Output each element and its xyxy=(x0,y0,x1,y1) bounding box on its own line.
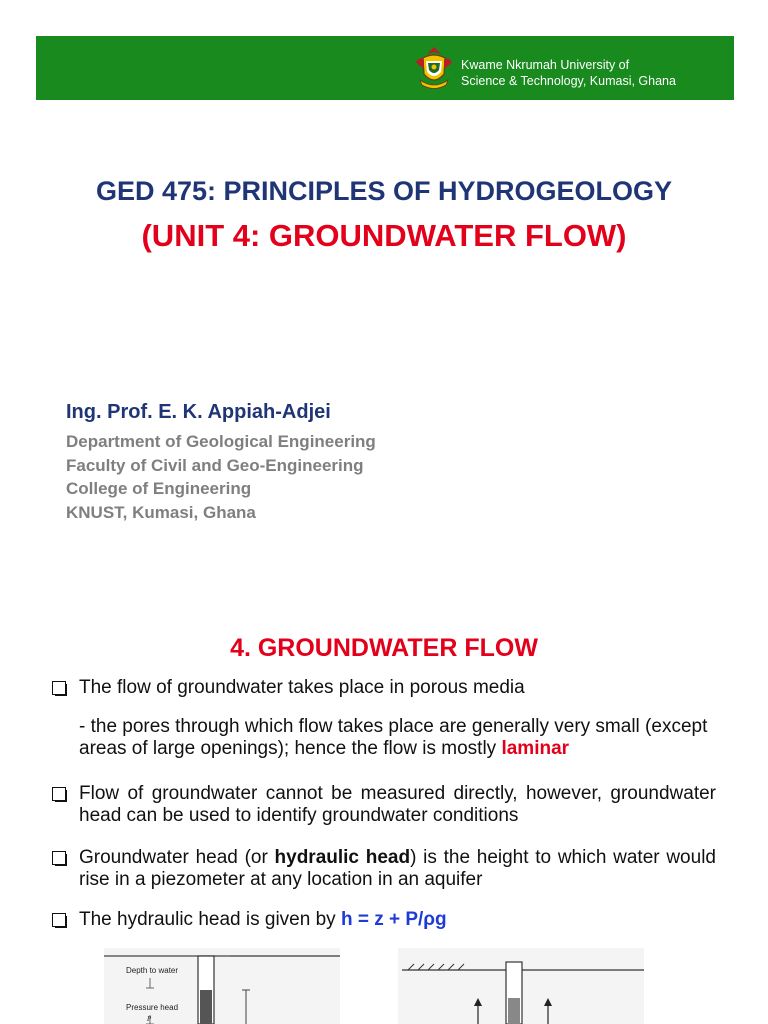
affiliation-faculty: Faculty of Civil and Geo-Engineering xyxy=(66,455,364,475)
university-name xyxy=(461,57,731,89)
university-line-1: Kwame Nkrumah University of xyxy=(461,58,630,72)
bullet-item-3 xyxy=(52,847,716,891)
unit-title: (UNIT 4: GROUNDWATER FLOW) xyxy=(141,218,627,253)
bullet-1-sub-text: - the pores through which flow takes place are generally very small (except areas of large openings); hence the flow is mostly xyxy=(79,716,708,759)
laminar-highlight: laminar xyxy=(501,738,570,759)
piezometer-diagram-right xyxy=(398,948,644,1024)
section-title: 4. GROUNDWATER FLOW xyxy=(230,634,538,662)
piezometer-diagram-left xyxy=(104,948,340,1024)
figure-label-pressure: Pressure head xyxy=(126,1003,179,1012)
bullet-4-text xyxy=(79,909,716,931)
bullet-1-text: The flow of groundwater takes place in porous media xyxy=(79,677,525,698)
checkbox-bullet-icon xyxy=(52,681,66,695)
figure-label-depth: Depth to water xyxy=(126,966,179,975)
knust-crest-icon xyxy=(414,46,454,92)
course-title: GED 475: PRINCIPLES OF HYDROGEOLOGY xyxy=(95,176,673,206)
hydraulic-head-formula: h = z + P/ρg xyxy=(340,909,447,930)
affiliation-department: Department of Geological Engineering xyxy=(66,432,376,451)
checkbox-bullet-icon xyxy=(52,913,66,927)
bullet-2-text: Flow of groundwater cannot be measured directly, however, groundwater head can be used to identify groundwater conditions xyxy=(79,783,716,826)
bullet-1-subtext xyxy=(79,716,716,760)
bullet-3-text-c: ) is the height to which water would rise in a piezometer at any location in an aquifer xyxy=(79,847,716,890)
bullet-3-text xyxy=(79,847,716,891)
university-line-2: Science & Technology, Kumasi, Ghana xyxy=(461,74,676,88)
bullet-item-4 xyxy=(52,909,716,931)
bullet-3-text-a: Groundwater head (or xyxy=(79,847,275,868)
figure-label-p: P xyxy=(147,1015,152,1023)
checkbox-bullet-icon xyxy=(52,787,66,801)
affiliation-block xyxy=(66,430,486,524)
checkbox-bullet-icon xyxy=(52,851,66,865)
affiliation-university: KNUST, Kumasi, Ghana xyxy=(66,502,256,522)
bullet-item-2 xyxy=(52,783,716,827)
author-name: Ing. Prof. E. K. Appiah-Adjei xyxy=(66,401,331,423)
bullet-item-1 xyxy=(52,677,716,699)
affiliation-college: College of Engineering xyxy=(66,479,252,498)
bullet-4-text-a: The hydraulic head is given by xyxy=(79,909,341,930)
hydraulic-head-term: hydraulic head xyxy=(274,847,411,868)
header-banner xyxy=(36,36,734,100)
